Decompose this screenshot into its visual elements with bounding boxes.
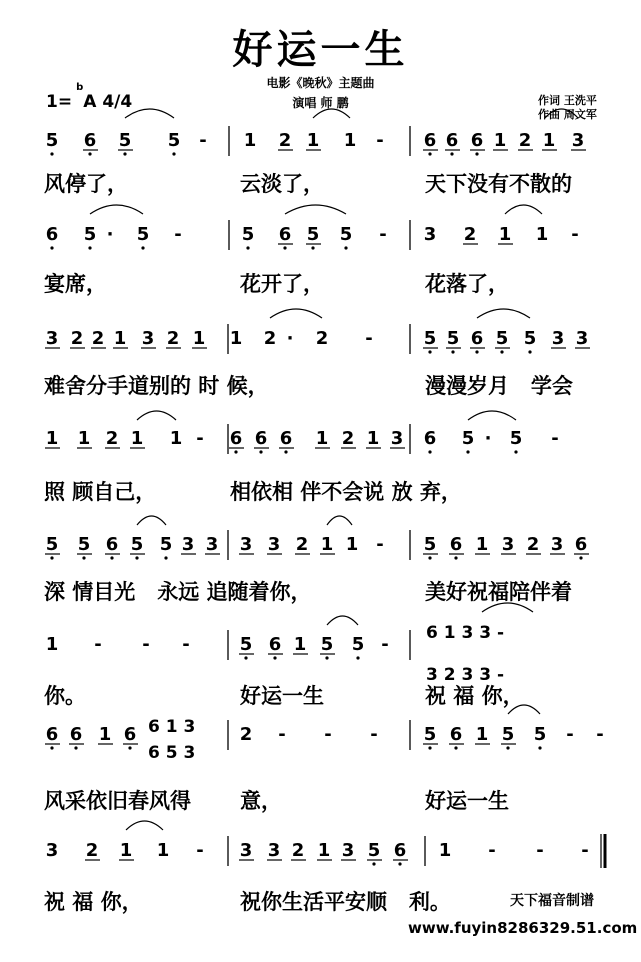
- note: 2: [166, 328, 180, 349]
- score-line-3: [45, 324, 590, 354]
- note: 5: [339, 224, 353, 245]
- note: 2: [341, 428, 355, 449]
- note: 6: [229, 428, 243, 449]
- dash: -: [536, 840, 544, 861]
- note: 6: [45, 224, 59, 245]
- note: 1: [366, 428, 380, 449]
- note: 6: [423, 428, 437, 449]
- note: 5: [501, 724, 515, 745]
- slur: [505, 205, 542, 214]
- octave-dot: [50, 746, 53, 749]
- dash: -: [196, 428, 204, 449]
- note: 5: [159, 534, 173, 555]
- note: 1: [345, 534, 359, 555]
- note: 3: [205, 534, 219, 555]
- note: 2: [291, 840, 305, 861]
- lyric-text: 花开了，: [240, 272, 324, 296]
- note: 1: [306, 130, 320, 151]
- octave-dot: [311, 246, 314, 249]
- score-line-8: [46, 834, 605, 868]
- octave-dot: [259, 450, 262, 453]
- dash: -: [182, 634, 190, 655]
- note: 5: [320, 634, 334, 655]
- score-line-5: [45, 530, 589, 560]
- octave-dot: [172, 152, 175, 155]
- note: 1: [45, 428, 59, 449]
- duration-dot: ·: [286, 328, 294, 349]
- octave-dot: [428, 450, 431, 453]
- octave-dot: [475, 350, 478, 353]
- dash: -: [199, 130, 207, 151]
- note: 5: [167, 130, 181, 151]
- octave-dot: [244, 656, 247, 659]
- note: 2: [263, 328, 277, 349]
- note: 2: [315, 328, 329, 349]
- dash: -: [379, 224, 387, 245]
- note: 2: [105, 428, 119, 449]
- flat-sign: b: [76, 82, 84, 94]
- note: 2: [463, 224, 477, 245]
- note: 5: [45, 534, 59, 555]
- note: 1: [229, 328, 243, 349]
- note: 2: [239, 724, 253, 745]
- lyric-text: 美好祝福陪伴着: [425, 580, 572, 604]
- note: 6: [268, 634, 282, 655]
- octave-dot: [372, 862, 375, 865]
- note: 1: [475, 724, 489, 745]
- octave-dot: [50, 152, 53, 155]
- score-line-1: [46, 126, 586, 156]
- note: 2: [278, 130, 292, 151]
- lyric-text: 花落了，: [425, 272, 509, 296]
- dash: -: [596, 724, 604, 745]
- octave-dot: [528, 350, 531, 353]
- octave-dot: [325, 656, 328, 659]
- lyric-text: 云淡了，: [240, 172, 324, 196]
- note: 5: [509, 428, 523, 449]
- note: 5: [495, 328, 509, 349]
- octave-dot: [164, 556, 167, 559]
- note-stack: 6 5 3: [148, 743, 196, 763]
- note: 1: [130, 428, 144, 449]
- score-line-4: [45, 424, 559, 454]
- note: 1: [343, 130, 357, 151]
- slur: [313, 109, 350, 118]
- slur: [137, 516, 166, 525]
- note: 3: [341, 840, 355, 861]
- note: 6: [254, 428, 268, 449]
- note: 6: [123, 724, 137, 745]
- note: 1: [535, 224, 549, 245]
- octave-dot: [74, 746, 77, 749]
- octave-dot: [454, 746, 457, 749]
- song-subtitle: 电影《晚秋》主题曲: [266, 76, 375, 90]
- octave-dot: [506, 746, 509, 749]
- octave-dot: [88, 152, 91, 155]
- lyric-text: 好运一生: [425, 789, 509, 813]
- lyric-text: 宴席，: [44, 272, 107, 296]
- note: 3: [575, 328, 589, 349]
- octave-dot: [454, 556, 457, 559]
- lyric-text: 天下没有不散的: [425, 172, 572, 196]
- song-title: 好运一生: [232, 27, 409, 73]
- note: 5: [523, 328, 537, 349]
- octave-dot: [82, 556, 85, 559]
- note: 1: [438, 840, 452, 861]
- note: 1: [77, 428, 91, 449]
- key-prefix: 1=: [46, 92, 73, 112]
- octave-dot: [344, 246, 347, 249]
- note: 1: [475, 534, 489, 555]
- note: 2: [295, 534, 309, 555]
- octave-dot: [514, 450, 517, 453]
- octave-dot: [428, 746, 431, 749]
- note: 3: [45, 840, 59, 861]
- note: 3: [45, 328, 59, 349]
- note: 1: [493, 130, 507, 151]
- note: 3: [181, 534, 195, 555]
- note: 3: [267, 840, 281, 861]
- note: 5: [367, 840, 381, 861]
- octave-dot: [273, 656, 276, 659]
- octave-dot: [450, 152, 453, 155]
- dash: -: [566, 724, 574, 745]
- lyric-text: 祝 福 你，: [425, 684, 524, 708]
- note: 5: [239, 634, 253, 655]
- octave-dot: [428, 152, 431, 155]
- note: 5: [351, 634, 365, 655]
- octave-dot: [141, 246, 144, 249]
- note: 1: [45, 634, 59, 655]
- slur: [126, 821, 163, 830]
- note: 6: [470, 130, 484, 151]
- lyric-text: 风采依旧春风得: [44, 789, 191, 813]
- dash: -: [581, 840, 589, 861]
- note: 1: [243, 130, 257, 151]
- octave-dot: [50, 246, 53, 249]
- note: 1: [113, 328, 127, 349]
- octave-dot: [123, 152, 126, 155]
- note: 5: [306, 224, 320, 245]
- note: 1: [315, 428, 329, 449]
- note: 6: [45, 724, 59, 745]
- lyric-text: 风停了，: [44, 172, 128, 196]
- note: 1: [98, 724, 112, 745]
- slur: [90, 205, 143, 214]
- octave-dot: [451, 350, 454, 353]
- lyric-text: 你。: [44, 684, 86, 708]
- note: 2: [85, 840, 99, 861]
- note: 3: [267, 534, 281, 555]
- dash: -: [94, 634, 102, 655]
- duration-dot: ·: [106, 224, 114, 245]
- note: 1: [119, 840, 133, 861]
- note: 5: [241, 224, 255, 245]
- score-line-6: [46, 623, 504, 685]
- note: 6: [105, 534, 119, 555]
- note: 3: [239, 534, 253, 555]
- note: 5: [446, 328, 460, 349]
- note: 1: [542, 130, 556, 151]
- slur: [137, 411, 176, 420]
- note: 2: [70, 328, 84, 349]
- note: 5: [136, 224, 150, 245]
- lyric-text: 好运一生: [240, 684, 324, 708]
- dash: -: [370, 724, 378, 745]
- slur: [285, 205, 346, 214]
- note: 3: [550, 534, 564, 555]
- octave-dot: [110, 556, 113, 559]
- note: 6: [445, 130, 459, 151]
- lyric-text: 相依相 伴不会说 放 弃，: [230, 480, 462, 504]
- octave-dot: [428, 556, 431, 559]
- dash: -: [365, 328, 373, 349]
- note: 6: [449, 724, 463, 745]
- dash: -: [142, 634, 150, 655]
- note: 5: [77, 534, 91, 555]
- note-stack: 6 1 3: [148, 717, 196, 737]
- slur: [270, 309, 322, 318]
- lyricist-credit: 作词 王洗平: [538, 94, 597, 107]
- dash: -: [381, 634, 389, 655]
- duration-dot: ·: [484, 428, 492, 449]
- note: 6: [393, 840, 407, 861]
- note: 5: [423, 534, 437, 555]
- composer-credit: 作曲 周文军: [538, 108, 597, 121]
- dash: -: [376, 534, 384, 555]
- dash: -: [571, 224, 579, 245]
- note: 6: [574, 534, 588, 555]
- note: 2: [526, 534, 540, 555]
- studio-credit: 天下福音制谱: [510, 893, 594, 909]
- note: 5: [461, 428, 475, 449]
- octave-dot: [88, 246, 91, 249]
- note: 3: [141, 328, 155, 349]
- octave-dot: [356, 656, 359, 659]
- octave-dot: [283, 246, 286, 249]
- note: 6: [470, 328, 484, 349]
- dash: -: [278, 724, 286, 745]
- octave-dot: [398, 862, 401, 865]
- octave-dot: [50, 556, 53, 559]
- note: 5: [423, 724, 437, 745]
- lyric-text: 祝 福 你，: [44, 890, 143, 914]
- slur: [468, 411, 516, 420]
- note: 6: [278, 224, 292, 245]
- note: 3: [501, 534, 515, 555]
- note: 5: [533, 724, 547, 745]
- note: 1: [192, 328, 206, 349]
- note-stack: 3 2 3 3 -: [426, 665, 505, 685]
- note: 3: [571, 130, 585, 151]
- note: 2: [518, 130, 532, 151]
- singer-credit: 演唱 师 鹏: [292, 96, 349, 110]
- octave-dot: [500, 350, 503, 353]
- lyric-text: 难舍分手道别的 时 候，: [44, 374, 269, 398]
- note: 6: [279, 428, 293, 449]
- note: 3: [551, 328, 565, 349]
- slur: [125, 109, 174, 118]
- note: 5: [118, 130, 132, 151]
- key-and-meter: A 4/4: [83, 92, 133, 112]
- note: 1: [293, 634, 307, 655]
- note: 1: [317, 840, 331, 861]
- dash: -: [551, 428, 559, 449]
- note: 3: [239, 840, 253, 861]
- dash: -: [324, 724, 332, 745]
- dash: -: [196, 840, 204, 861]
- slur: [327, 516, 352, 525]
- dash: -: [488, 840, 496, 861]
- note: 5: [83, 224, 97, 245]
- note: 3: [423, 224, 437, 245]
- octave-dot: [234, 450, 237, 453]
- footer-url: www.fuyin8286329.51.com: [408, 919, 638, 937]
- dash: -: [376, 130, 384, 151]
- score-line-2: [46, 220, 579, 250]
- lyric-text: 照 顾自己，: [44, 480, 157, 504]
- note: 1: [498, 224, 512, 245]
- octave-dot: [128, 746, 131, 749]
- slur: [477, 309, 530, 318]
- octave-dot: [466, 450, 469, 453]
- note: 3: [390, 428, 404, 449]
- note: 6: [449, 534, 463, 555]
- octave-dot: [538, 746, 541, 749]
- octave-dot: [135, 556, 138, 559]
- note: 6: [423, 130, 437, 151]
- octave-dot: [284, 450, 287, 453]
- note: 2: [91, 328, 105, 349]
- note: 1: [156, 840, 170, 861]
- note: 5: [130, 534, 144, 555]
- slur: [545, 109, 578, 118]
- score-line-7: [45, 717, 604, 763]
- octave-dot: [475, 152, 478, 155]
- lyric-text: 祝你生活平安顺 利。: [240, 890, 451, 914]
- octave-dot: [428, 350, 431, 353]
- note: 5: [423, 328, 437, 349]
- note: 6: [69, 724, 83, 745]
- note: 6: [83, 130, 97, 151]
- dash: -: [174, 224, 182, 245]
- note: 5: [45, 130, 59, 151]
- note: 1: [169, 428, 183, 449]
- note: 1: [320, 534, 334, 555]
- lyric-text: 意，: [240, 789, 282, 813]
- lyric-text: 深 情目光 永远 追随着你，: [44, 580, 312, 604]
- octave-dot: [579, 556, 582, 559]
- octave-dot: [246, 246, 249, 249]
- lyric-text: 漫漫岁月 学会: [425, 374, 573, 398]
- note-stack: 6 1 3 3 -: [426, 623, 505, 643]
- slur: [327, 616, 358, 625]
